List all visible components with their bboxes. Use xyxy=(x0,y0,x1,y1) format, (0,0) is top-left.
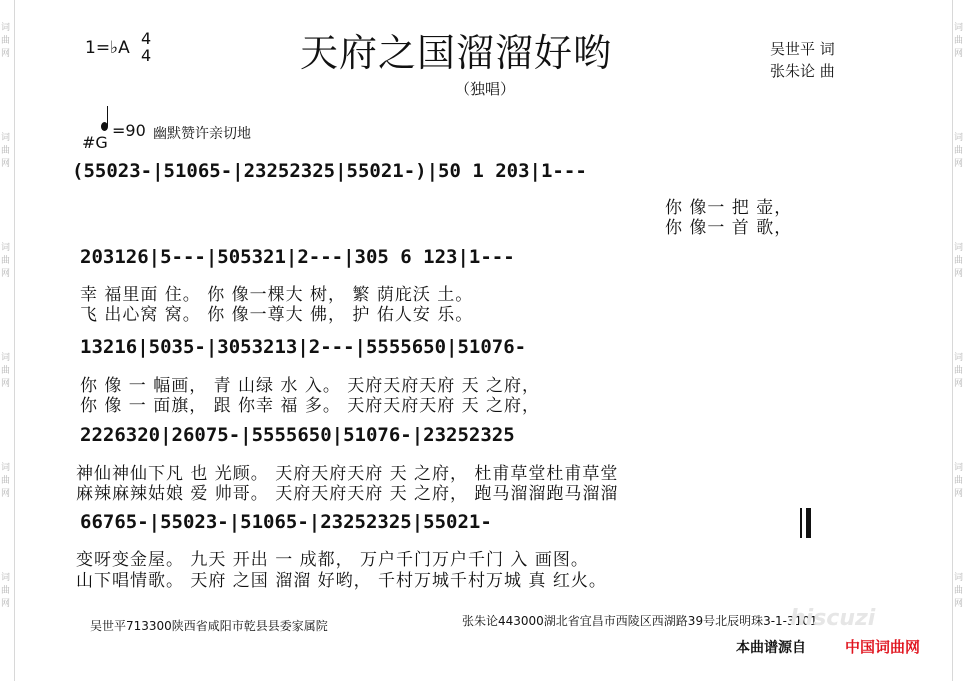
notation-line-5: 66765-|55023-|51065-|23252325|55021- xyxy=(80,511,492,533)
tempo-note-icon xyxy=(101,122,108,131)
watermark-glyph: 词 曲 网 xyxy=(954,23,964,59)
song-title: 天府之国溜溜好哟 xyxy=(300,31,613,75)
watermark-text: hiscuzi xyxy=(790,606,876,631)
key-signature: 1=♭A xyxy=(85,38,130,58)
composer-address: 张朱论443000湖北省宜昌市西陵区西湖路39号北辰明珠3-1-3101 xyxy=(462,614,818,628)
lyrics-line-1-verse-1: 你 像一 把 壶， xyxy=(665,198,793,218)
notation-line-4: 2226320|26075-|5555650|51076-|23252325 xyxy=(80,424,515,446)
notation-line-3: 13216|5035-|3053213|2---|5555650|51076- xyxy=(80,336,527,358)
watermark-glyph: 词 曲 网 xyxy=(954,353,964,389)
lyrics-line-5-verse-1: 变呀变金屋。 九天 开出 一 成都， 万户千门万户千门 入 画图。 xyxy=(76,550,589,570)
watermark-glyph: 词 曲 网 xyxy=(1,243,11,279)
final-barline-thick xyxy=(806,508,811,538)
lyrics-line-2-verse-1: 幸 福里面 住。 你 像一棵大 树， 繁 荫庇沃 土。 xyxy=(80,285,474,305)
watermark-glyph: 词 曲 网 xyxy=(1,573,11,609)
watermark-glyph: 词 曲 网 xyxy=(954,573,964,609)
source-site-link[interactable]: 中国词曲网 xyxy=(845,638,921,656)
time-signature xyxy=(141,30,151,64)
watermark-glyph: 词 曲 网 xyxy=(1,23,11,59)
watermark-glyph: 词 曲 网 xyxy=(954,243,964,279)
lyricist-address: 吴世平713300陕西省咸阳市乾县县委家属院 xyxy=(90,619,328,633)
tempo-marking: =90 xyxy=(112,121,146,140)
right-margin-strip xyxy=(952,0,967,681)
composer-credit: 张朱论 曲 xyxy=(770,62,835,80)
lyrics-line-4-verse-1: 神仙神仙下凡 也 光顾。 天府天府天府 天 之府， 杜甫草堂杜甫草堂 xyxy=(76,464,619,484)
lyrics-line-5-verse-2: 山下唱情歌。 天府 之国 溜溜 好哟， 千村万城千村万城 真 红火。 xyxy=(76,571,607,591)
lyrics-line-3-verse-1: 你 像 一 幅画， 青 山绿 水 入。 天府天府天府 天 之府， xyxy=(80,376,541,396)
song-subtitle: （独唱） xyxy=(455,80,516,98)
lyrics-line-1-verse-2: 你 像一 首 歌， xyxy=(665,218,793,238)
lyrics-line-4-verse-2: 麻辣麻辣姑娘 爱 帅哥。 天府天府天府 天 之府， 跑马溜溜跑马溜溜 xyxy=(76,484,619,504)
expression-marking: 幽默赞许亲切地 xyxy=(153,126,251,142)
final-barline-thin xyxy=(800,508,802,538)
watermark-glyph: 词 曲 网 xyxy=(954,463,964,499)
left-margin-strip xyxy=(0,0,15,681)
notation-line-1: (55023-|51065-|23252325|55021-)|50 1 203|1--- xyxy=(72,160,587,182)
watermark-glyph: 词 曲 网 xyxy=(1,463,11,499)
lyrics-line-2-verse-2: 飞 出心窝 窝。 你 像一尊大 佛， 护 佑人安 乐。 xyxy=(80,305,474,325)
tempo-key: #G xyxy=(82,133,108,152)
time-numerator: 4 xyxy=(141,29,152,48)
notation-line-2: 203126|5---|505321|2---|305 6 123|1--- xyxy=(80,246,515,268)
time-denominator: 4 xyxy=(141,46,152,65)
watermark-glyph: 词 曲 网 xyxy=(1,133,11,169)
source-label: 本曲谱源自 xyxy=(736,640,806,656)
watermark-glyph: 词 曲 网 xyxy=(954,133,964,169)
watermark-glyph: 词 曲 网 xyxy=(1,353,11,389)
lyrics-line-3-verse-2: 你 像 一 面旗， 跟 你幸 福 多。 天府天府天府 天 之府， xyxy=(80,396,541,416)
lyricist-credit: 吴世平 词 xyxy=(770,40,835,58)
